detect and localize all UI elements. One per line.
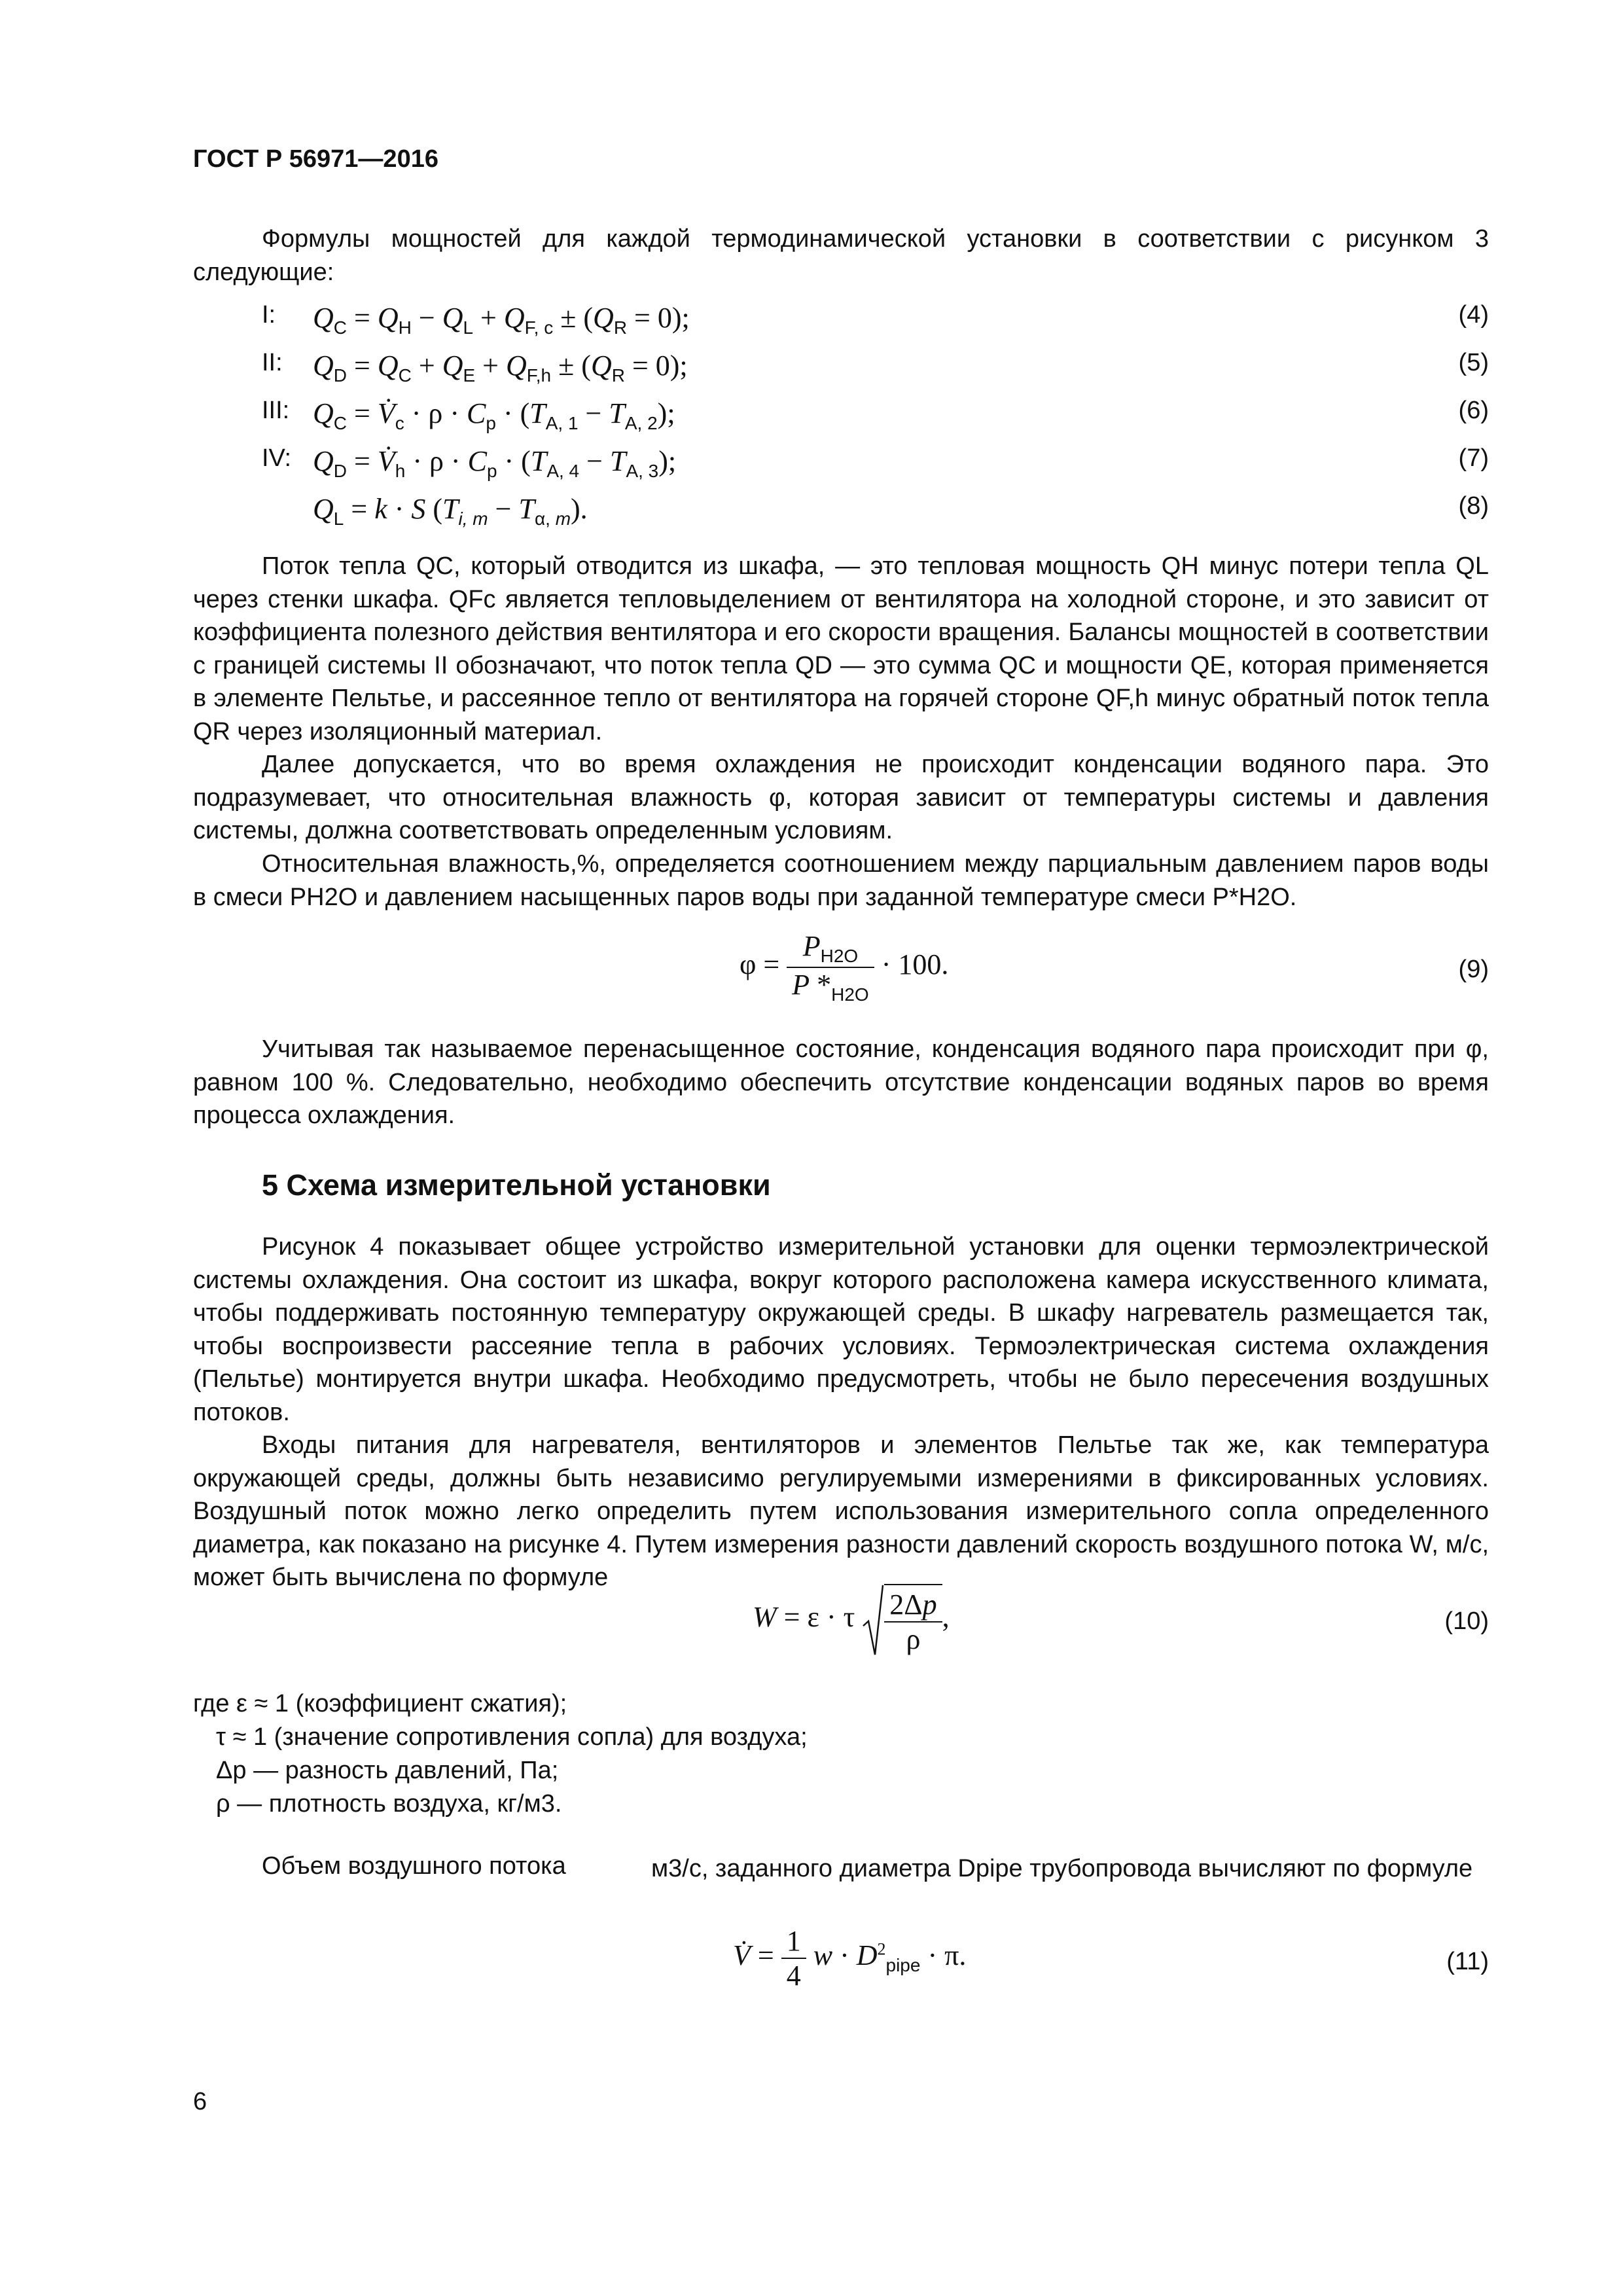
where-epsilon: где ε ≈ 1 (коэффициент сжатия); bbox=[193, 1690, 567, 1717]
document-header: ГОСТ Р 56971—2016 bbox=[193, 145, 438, 173]
equation-number: (6) bbox=[1458, 397, 1489, 424]
equation-8 bbox=[242, 492, 1489, 531]
equation-formula: φ = $\frac{P_{H2O}}{P *_{H2O}}$ · 100. bbox=[740, 930, 949, 1005]
equation-formula: $Q_L = k \cdot S$ $(T_{i, m} - T_{\alpha, m})$. bbox=[313, 493, 588, 529]
equation-label: I: bbox=[262, 301, 276, 329]
equation-9 bbox=[242, 929, 1489, 1028]
where-delta-p: Δp — разность давлений, Па; bbox=[216, 1757, 559, 1784]
equation-label: II: bbox=[262, 349, 283, 376]
radical-icon bbox=[862, 1584, 884, 1656]
equation-11 bbox=[242, 1924, 1489, 2009]
equation-fraction: $\frac{1}{4}$ bbox=[781, 1924, 806, 1992]
equation-6 bbox=[242, 397, 1489, 436]
square-root bbox=[862, 1584, 942, 1656]
section-heading: 5 Схема измерительной установки bbox=[262, 1168, 771, 1202]
page-number: 6 bbox=[193, 2088, 207, 2115]
equation-5 bbox=[242, 349, 1489, 388]
equation-formula: W = ε · τ $\frac{2\Delta p}{\rho}$ , bbox=[753, 1584, 950, 1656]
equation-formula: $Q_C = Q_H - Q_L + Q_{F, c} \pm (Q_R = 0)$; bbox=[313, 302, 690, 338]
humidity-paragraph: Относительная влажность,%, определяется соотношением между парциальным давлением паров воды в смеси PH2O и давлением насыщенных паров воды при заданной температуре смеси P*H2O. bbox=[193, 850, 1489, 911]
equation-formula: V̇ = $\frac{1}{4}$ $w \cdot D^2_{pipe} \cdot \pi$. bbox=[733, 1925, 967, 1992]
equation-number: (7) bbox=[1458, 444, 1489, 472]
equation-formula: $Q_D$ = $V̇_h \cdot \rho \cdot C_p \cdot (T_{A, 4} - T_{A, 3})$; bbox=[313, 445, 677, 481]
equation-label: IV: bbox=[262, 444, 292, 472]
equation-formula: $Q_C$ = $V̇_c \cdot \rho \cdot C_p \cdot (T_{A, 1} - T_{A, 2})$; bbox=[313, 397, 675, 433]
where-tau: τ ≈ 1 (значение сопротивления сопла) для воздуха; bbox=[216, 1723, 808, 1751]
equation-label: III: bbox=[262, 397, 290, 424]
equation-fraction: $\frac{2\Delta p}{\rho}$ bbox=[884, 1588, 942, 1656]
condensation-paragraph: Далее допускается, что во время охлаждения не происходит конденсации водяного пара. Это подразумевает, что относительная влажность φ, которая зависит от температуры системы и давления системы, должна соответствовать определенным условиям. bbox=[193, 751, 1489, 844]
equation-fraction: $\frac{P_{H2O}}{P *_{H2O}}$ bbox=[787, 929, 874, 1005]
equation-7 bbox=[242, 444, 1489, 484]
heat-flow-paragraph: Поток тепла QC, который отводится из шкафа, — это тепловая мощность QH минус потери тепла QL через стенки шкафа. QFc является тепловыделением от вентилятора на холодной стороне, и это зависит от коэффициента полезного действия вентилятора и его скорости вращения. Балансы мощностей в соответствии с границей системы II обозначают, что поток тепла QD — это сумма QC и мощности QE, которая применяется в элементе Пельтье, и рассеянное тепло от вентилятора на горячей стороне QF,h минус обратный поток тепла QR через изоляционный материал. bbox=[193, 552, 1489, 745]
power-inputs-paragraph: Входы питания для нагревателя, вентиляторов и элементов Пельтье так же, как температура окружающей среды, должны быть независимо регулируемыми измерениями в фиксированных условиях. Воздушный поток можно легко определить путем использования измерительного сопла определенного диаметра, как показано на рисунке 4. Путем измерения разности давлений скорость воздушного потока W, м/с, может быть вычислена по формуле bbox=[193, 1431, 1489, 1591]
equation-number: (9) bbox=[1458, 956, 1489, 983]
equation-formula: $Q_D = Q_C + Q_E + Q_{F,h} \pm (Q_R = 0)$; bbox=[313, 350, 688, 386]
where-rho: ρ — плотность воздуха, кг/м3. bbox=[216, 1790, 562, 1818]
equation-number: (11) bbox=[1446, 1948, 1489, 1975]
volume-paragraph: м3/с, заданного диаметра Dpipe трубопровода вычисляют по формуле bbox=[651, 1855, 1473, 1882]
equation-number: (5) bbox=[1458, 349, 1489, 376]
equation-number: (10) bbox=[1444, 1607, 1489, 1635]
equation-number: (8) bbox=[1458, 492, 1489, 520]
equation-10 bbox=[242, 1584, 1489, 1676]
equation-4 bbox=[242, 301, 1489, 340]
volume-text-start: Объем воздушного потока bbox=[262, 1852, 566, 1880]
supersaturation-paragraph: Учитывая так называемое перенасыщенное состояние, конденсация водяного пара происходит при φ, равном 100 %. Следовательно, необходимо обеспечить отсутствие конденсации водяных паров во время процесса охлаждения. bbox=[193, 1035, 1489, 1129]
intro-paragraph: Формулы мощностей для каждой термодинамической установки в соответствии с рисунком 3 следующие: bbox=[193, 225, 1489, 286]
equation-number: (4) bbox=[1458, 301, 1489, 329]
figure4-paragraph: Рисунок 4 показывает общее устройство измерительной установки для оценки термоэлектрической системы охлаждения. Она состоит из шкафа, вокруг которого расположена камера искусственного климата, чтобы поддерживать постоянную температуру окружающей среды. В шкафу нагреватель размещается так, чтобы воспроизвести рассеяние тепла в рабочих условиях. Термоэлектрическая система охлаждения (Пельтье) монтируется внутри шкафа. Необходимо предусмотреть, чтобы не было пересечения воздушных потоков. bbox=[193, 1233, 1489, 1426]
